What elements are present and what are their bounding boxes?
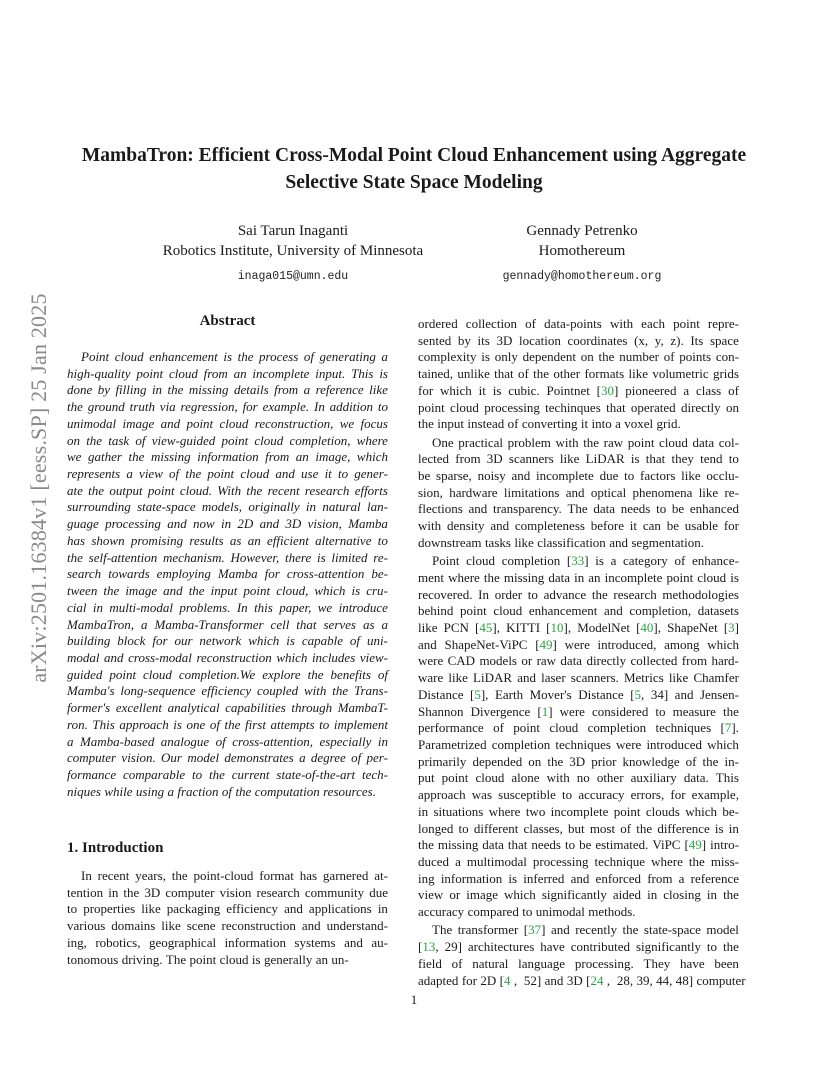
text-line: point cloud processing techinques that operated directly on — [418, 399, 739, 415]
text-line: unimodal image and point cloud reconstruction, we focus — [67, 415, 388, 431]
citation-link[interactable]: 45 — [479, 619, 493, 635]
text-line: Point cloud completion [33] is a category of enhance- — [432, 553, 739, 569]
text-line: sion, hardware limitations and optical phenomena like re- — [418, 484, 739, 500]
author-affiliation: Robotics Institute, University of Minnesota — [162, 243, 424, 259]
text-line: ron. This approach is one of the first attempts to implement — [67, 716, 388, 732]
citation-link[interactable]: 37 — [528, 922, 542, 938]
arxiv-identifier — [22, 290, 56, 685]
text-line: high-quality point cloud from an incomplete input. This is — [67, 365, 388, 381]
author-name: Gennady Petrenko — [526, 223, 638, 239]
right-column-body — [418, 316, 746, 989]
text-line: with density and completeness before it can be usable for — [418, 518, 739, 534]
text-line: accuracy compared to unimodal methods. — [418, 904, 636, 920]
text-line: ing information is inferred and enforced from a reference — [418, 870, 739, 886]
abstract-body — [67, 349, 388, 800]
text-line: guage processing and now in 2D and 3D vision, Mamba — [67, 516, 388, 532]
text-line: formance comparable to the current state-of-the-art tech- — [67, 766, 388, 782]
text-line: One practical problem with the raw point cloud data col- — [432, 434, 739, 450]
text-line: the input instead of converting it into a voxel grid. — [418, 416, 681, 432]
section-heading-introduction: 1. Introduction — [67, 840, 164, 856]
citation-link[interactable]: 49 — [539, 636, 553, 652]
citation-link[interactable]: 49 — [688, 837, 702, 853]
text-line: longed to different classes, but most of the difference is in — [418, 820, 739, 836]
text-line: niques while using a fraction of the computation resources. — [67, 783, 376, 799]
text-line: ordered collection of data-points with each point repre- — [418, 316, 739, 331]
text-line: on the task of view-guided point cloud completion, where — [67, 432, 388, 448]
author-affiliation: Homothereum — [538, 243, 626, 259]
text-line: computer vision. Our model demonstrates a degree of per- — [67, 750, 388, 766]
text-line: downstream tasks like classification and segmentation. — [418, 534, 704, 550]
text-line: approach was susceptible to accuracy errors, for example, — [418, 787, 739, 803]
text-line: guided point cloud completion.We explore the benefits of — [67, 666, 388, 682]
text-line: tonomous driving. The point cloud is generally an un- — [67, 951, 349, 967]
text-line: put point cloud alone with no other auxiliary data. This — [418, 770, 739, 786]
text-line: ing, robotics, geographical information systems and au- — [67, 934, 388, 950]
text-line: in situations where two incomplete point clouds which be- — [418, 803, 739, 819]
author-email[interactable]: gennady@homothereum.org — [502, 270, 662, 283]
citation-link[interactable]: 40 — [640, 619, 654, 635]
text-line: we gather the missing information from an image, which — [67, 449, 388, 465]
text-line: primarily depended on the 3D prior knowledge of the in- — [418, 753, 739, 769]
text-line: modal and cross-modal reconstruction which includes view- — [67, 649, 388, 665]
text-line: various domains like scene reconstruction and understand- — [67, 918, 388, 934]
text-line: search towards employing Mamba for cross-attention be- — [67, 566, 388, 582]
page-number: 1 — [410, 992, 418, 1007]
text-line: MambaTron, a Mamba-Transformer cell that serves as a — [67, 616, 388, 632]
text-line: the self-attention mechanism. However, there is limited re- — [67, 549, 388, 565]
citation-link[interactable]: 33 — [571, 553, 585, 569]
paragraph — [418, 435, 739, 552]
text-line: done by filling in the missing details from a reference like — [67, 382, 388, 398]
text-line: Mamba's long-sequence efficiency coupled with the Trans- — [67, 683, 388, 699]
text-line: complexity is only dependent on the number of points con- — [418, 349, 739, 365]
citation-link[interactable]: 24 — [590, 972, 604, 988]
paragraph — [418, 553, 739, 921]
text-line: In recent years, the point-cloud format has garnered at- — [81, 868, 388, 883]
author-email[interactable]: inaga015@umn.edu — [237, 270, 349, 283]
text-line: were CAD models or raw data directly collected from hard- — [418, 653, 739, 669]
citation-link[interactable]: 4 — [504, 972, 511, 988]
paragraph — [418, 922, 746, 989]
title-line: MambaTron: Efficient Cross-Modal Point Cloud Enhancement using Aggregate — [81, 145, 747, 166]
text-line: be sparse, noisy and incomplete due to factors like occlu- — [418, 467, 739, 483]
citation-link[interactable]: 5 — [474, 686, 481, 702]
text-line: tained, unlike that of the other formats like volumetric grids — [418, 366, 739, 382]
text-line: represents a view of the point cloud and use it to gener- — [67, 466, 388, 482]
author-block — [468, 221, 696, 287]
text-line: tween the image and the input point cloud, which is cru- — [67, 583, 388, 599]
text-line: the missing data that needs to be estimated. ViPC [49] intro- — [418, 837, 739, 853]
text-line: view or image which significantly aided in closing in the — [418, 887, 739, 903]
arxiv-identifier-text: arXiv:2501.16384v1 [eess.SP] 25 Jan 2025 — [26, 292, 51, 683]
text-line: ware like LiDAR and laser scanners. Metrics like Chamfer — [418, 670, 739, 686]
text-line: has shown promising results as an efficient alternative to — [67, 532, 388, 548]
text-line: like PCN [45], KITTI [10], ModelNet [40], ShapeNet [3] — [418, 619, 739, 635]
text-line: building block for our network which is capable of uni- — [67, 633, 388, 649]
text-line: [13, 29] architectures have contributed significantly to the — [418, 939, 739, 955]
citation-link[interactable]: 3 — [728, 619, 735, 635]
citation-link[interactable]: 7 — [724, 720, 732, 736]
text-line: ate the output point cloud. With the recent research efforts — [67, 482, 388, 498]
text-line: Shannon Divergence [1] were considered to measure the — [418, 703, 739, 719]
text-line: adapted for 2D [4 , 52] and 3D [24 , 28, 39, 44, 48] computer — [418, 972, 746, 988]
citation-link[interactable]: 30 — [601, 382, 615, 398]
text-line: behind point cloud enhancement and completion, datasets — [418, 603, 739, 619]
introduction-body — [67, 868, 388, 968]
text-line: to properties like packaging efficiency and applications in — [67, 901, 388, 917]
text-line: for which it is cubic. Pointnet [30] pioneered a class of — [418, 382, 739, 398]
abstract-heading: Abstract — [199, 313, 256, 329]
text-line: field of natural language processing. They have been — [418, 955, 739, 971]
text-line: ment where the missing data in an incomplete point cloud is — [418, 569, 739, 585]
text-line: sented by its 3D location coordinates (x, y, z). Its space — [418, 332, 739, 348]
author-name: Sai Tarun Inaganti — [237, 223, 349, 239]
text-line: lected from 3D scanners like LiDAR is that they tend to — [418, 451, 739, 467]
text-line: cial in multi-modal problems. In this paper, we introduce — [67, 599, 388, 615]
citation-link[interactable]: 1 — [541, 703, 549, 719]
author-block — [140, 221, 446, 287]
text-line: former's excellent analytical capabilities through MambaT- — [67, 700, 388, 716]
text-line: Distance [5], Earth Mover's Distance [5, 34] and Jensen- — [418, 686, 739, 702]
text-line: flections and transparency. The data needs to be enhanced — [418, 501, 739, 517]
text-line: recovered. In order to advance the research methodologies — [418, 586, 739, 602]
text-line: the ground truth via regression, for example. In addition to — [67, 399, 388, 415]
citation-link[interactable]: 10 — [550, 619, 564, 635]
text-line: performance of point cloud completion techniques [7]. — [418, 720, 739, 736]
paragraph — [418, 316, 739, 433]
title-line: Selective State Space Modeling — [285, 172, 543, 193]
text-line: and ShapeNet-ViPC [49] were introduced, among which — [418, 636, 739, 652]
text-line: Parametrized completion techniques were introduced which — [418, 736, 739, 752]
paper-title — [60, 142, 768, 196]
text-line: surrounding state-space models, originally in natural lan- — [67, 499, 388, 515]
text-line: tention in the 3D computer vision research community due — [67, 884, 388, 900]
text-line: duced a multimodal processing technique where the miss- — [418, 854, 739, 869]
citation-link[interactable]: 5 — [634, 686, 642, 702]
text-line: Point cloud enhancement is the process of generating a — [81, 349, 388, 364]
text-line: The transformer [37] and recently the state-space model — [432, 922, 739, 938]
citation-link[interactable]: 13 — [422, 939, 436, 955]
text-line: a Mamba-based analogue of cross-attention, especially in — [67, 733, 388, 749]
